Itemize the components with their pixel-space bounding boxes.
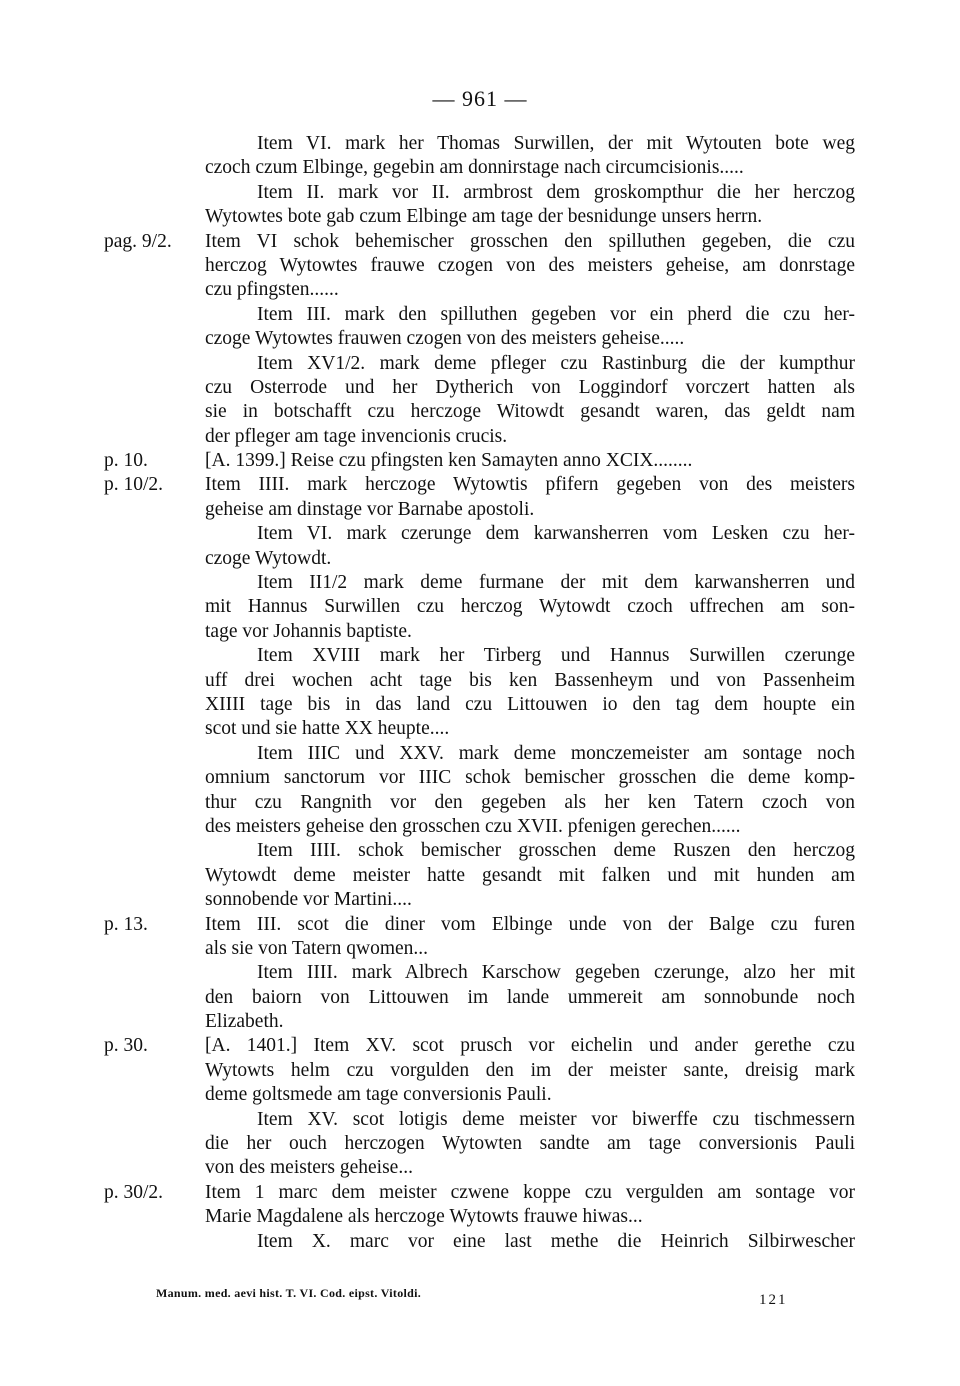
text-line-content: Item III. scot die diner vom Elbinge unde von der Balge czu furen <box>205 913 855 935</box>
text-line <box>205 693 855 717</box>
text-line <box>205 1010 855 1034</box>
text-line <box>205 791 855 815</box>
text-line-content: czu pfingsten...... <box>205 279 339 301</box>
margin-page-reference: p. 30. <box>104 1035 148 1057</box>
text-line <box>205 498 855 522</box>
text-line-content: Item VI schok behemischer grosschen den spilluthen gegeben, die czu <box>205 230 855 252</box>
text-line-content: deme goltsmede am tage conversionis Pauli. <box>205 1084 552 1106</box>
text-line <box>205 278 855 302</box>
text-line-content: den baiorn von Littouwen im lande ummereit am sonnobunde noch <box>205 986 855 1008</box>
margin-page-reference: p. 13. <box>104 913 148 935</box>
text-line <box>104 1181 855 1205</box>
text-line-content: Marie Magdalene als herczoge Wytowts frauwe hiwas... <box>205 1206 643 1228</box>
text-line-content: Item X. marc vor eine last methe die Heinrich Silbirwescher <box>257 1230 855 1252</box>
text-line-content: geheise am dinstage vor Barnabe apostoli. <box>205 498 535 520</box>
text-line <box>205 1083 855 1107</box>
text-line-content: die her ouch herczogen Wytowten sandte am tage conversionis Pauli <box>205 1133 855 1155</box>
text-line <box>205 425 855 449</box>
text-line-content: mit Hannus Surwillen czu herczog Wytowdt czoch uffrechen am son- <box>205 596 855 618</box>
text-line-content: tage vor Johannis baptiste. <box>205 620 412 642</box>
text-line-content: czoge Wytowtes frauwen czogen von des meisters geheise..... <box>205 328 685 350</box>
text-line <box>205 571 855 595</box>
text-line-content: Item 1 marc dem meister czwene koppe czu vergulden am sontage vor <box>205 1181 855 1203</box>
text-line <box>205 205 855 229</box>
text-line <box>104 230 855 254</box>
text-line-content: Item III. mark den spilluthen gegeben vor ein pherd die czu her- <box>257 303 855 325</box>
text-line-content: des meisters geheise den grosschen czu XVII. pfenigen gerechen...... <box>205 815 741 837</box>
text-line-content: Wytowtes bote gab czum Elbinge am tage der besnidunge unsers herrn. <box>205 206 763 228</box>
text-line <box>205 669 855 693</box>
text-line <box>205 937 855 961</box>
text-line <box>104 449 855 473</box>
text-line-content: Item VI. mark her Thomas Surwillen, der mit Wytouten bote weg <box>257 133 855 154</box>
text-line-content: [A. 1401.] Item XV. scot prusch vor eichelin und ander gerethe czu <box>205 1035 855 1057</box>
text-line <box>205 888 855 912</box>
text-line-content: Item XV1/2. mark deme pfleger czu Rastinburg die der kumpthur <box>257 352 855 374</box>
text-line <box>205 864 855 888</box>
text-line <box>205 254 855 278</box>
text-line-content: Wytowdt deme meister hatte gesandt mit falken und mit hunden am <box>205 864 855 886</box>
text-line <box>205 400 855 424</box>
text-line-content: Item II. mark vor II. armbrost dem groskompthur die her herczog <box>257 181 855 203</box>
text-line <box>205 961 855 985</box>
text-line-content: Wytowts helm czu vorgulden den im der meister sante, dreisig mark <box>205 1059 855 1081</box>
text-line <box>205 303 855 327</box>
text-line-content: [A. 1399.] Reise czu pfingsten ken Samayten anno XCIX........ <box>205 450 693 472</box>
text-line-content: Item IIII. mark Albrech Karschow gegeben czerunge, alzo her mit <box>257 962 855 984</box>
text-line <box>205 1132 855 1156</box>
text-line <box>205 327 855 351</box>
body-text <box>104 132 855 1254</box>
text-line <box>104 473 855 497</box>
page-number: — 961 — <box>432 86 528 111</box>
text-line-content: Elizabeth. <box>205 1011 284 1033</box>
text-line-content: thur czu Rangnith vor den gegeben als her ken Tatern czoch von <box>205 791 855 813</box>
text-line <box>205 644 855 668</box>
footer-source: Manum. med. aevi hist. T. VI. Cod. eipst. Vitoldi. <box>156 1286 422 1300</box>
text-line-content: uff drei wochen acht tage bis ken Bassenheym und von Passenheim <box>205 669 855 691</box>
text-line-content: Item XVIII mark her Tirberg und Hannus Surwillen czerunge <box>257 645 855 667</box>
text-line <box>205 181 855 205</box>
signature-mark: 121 <box>759 1292 788 1308</box>
text-line-content: der pfleger am tage invencionis crucis. <box>205 425 508 447</box>
margin-page-reference: p. 10. <box>104 450 148 472</box>
text-line <box>104 913 855 937</box>
text-line <box>205 352 855 376</box>
text-line <box>205 815 855 839</box>
text-line-content: scot und sie hatte XX heupte.... <box>205 718 450 740</box>
text-line <box>205 547 855 571</box>
text-line <box>104 1034 855 1058</box>
text-line-content: czu Osterrode und her Dytherich von Loggindorf vorczert hatten als <box>205 376 855 398</box>
text-line <box>205 1156 855 1180</box>
margin-page-reference: p. 30/2. <box>104 1181 164 1203</box>
text-line-content: Item XV. scot lotigis deme meister vor biwerffe czu tischmessern <box>257 1108 855 1130</box>
text-line <box>205 766 855 790</box>
text-line-content: czoge Wytowdt. <box>205 547 332 569</box>
margin-page-reference: pag. 9/2. <box>104 230 172 252</box>
text-line <box>205 1059 855 1083</box>
text-line <box>205 742 855 766</box>
text-line-content: herczog Wytowtes frauwe czogen von des meisters geheise, am donrstage <box>205 254 855 276</box>
text-line-content: Item IIII. mark herczoge Wytowtis pfifern gegeben von des meisters <box>205 474 855 496</box>
text-line-content: Item IIII. schok bemischer grosschen deme Ruszen den herczog <box>257 840 855 862</box>
text-line <box>205 156 855 180</box>
text-line <box>205 1230 855 1254</box>
text-line-content: von des meisters geheise... <box>205 1157 413 1179</box>
text-line-content: Item II1/2 mark deme furmane der mit dem karwansherren und <box>257 572 855 594</box>
margin-page-reference: p. 10/2. <box>104 474 164 496</box>
text-line <box>205 839 855 863</box>
text-line <box>205 1205 855 1229</box>
text-line <box>205 717 855 741</box>
text-line-content: omnium sanctorum vor IIIC schok bemischer grosschen die deme komp- <box>205 767 855 789</box>
text-line <box>205 620 855 644</box>
text-line <box>205 376 855 400</box>
text-line <box>205 132 855 156</box>
text-line-content: XIIII tage bis in das land czu Littouwen io den tag dem houpte ein <box>205 693 855 715</box>
text-line-content: Item IIIC und XXV. mark deme monczemeister am sontage noch <box>257 742 855 764</box>
text-line-content: Item VI. mark czerunge dem karwansherren vom Lesken czu her- <box>257 523 855 545</box>
text-line <box>205 986 855 1010</box>
text-line-content: czoch czum Elbinge, gegebin am donnirstage nach circumcisionis..... <box>205 157 744 179</box>
text-line-content: sie in botschafft czu herczoge Witowdt gesandt waren, das geldt nam <box>205 401 855 423</box>
text-line-content: als sie von Tatern qwomen... <box>205 937 429 959</box>
text-line <box>205 522 855 546</box>
text-line <box>205 1108 855 1132</box>
text-line-content: sonnobende vor Martini.... <box>205 889 412 911</box>
text-line <box>205 595 855 619</box>
